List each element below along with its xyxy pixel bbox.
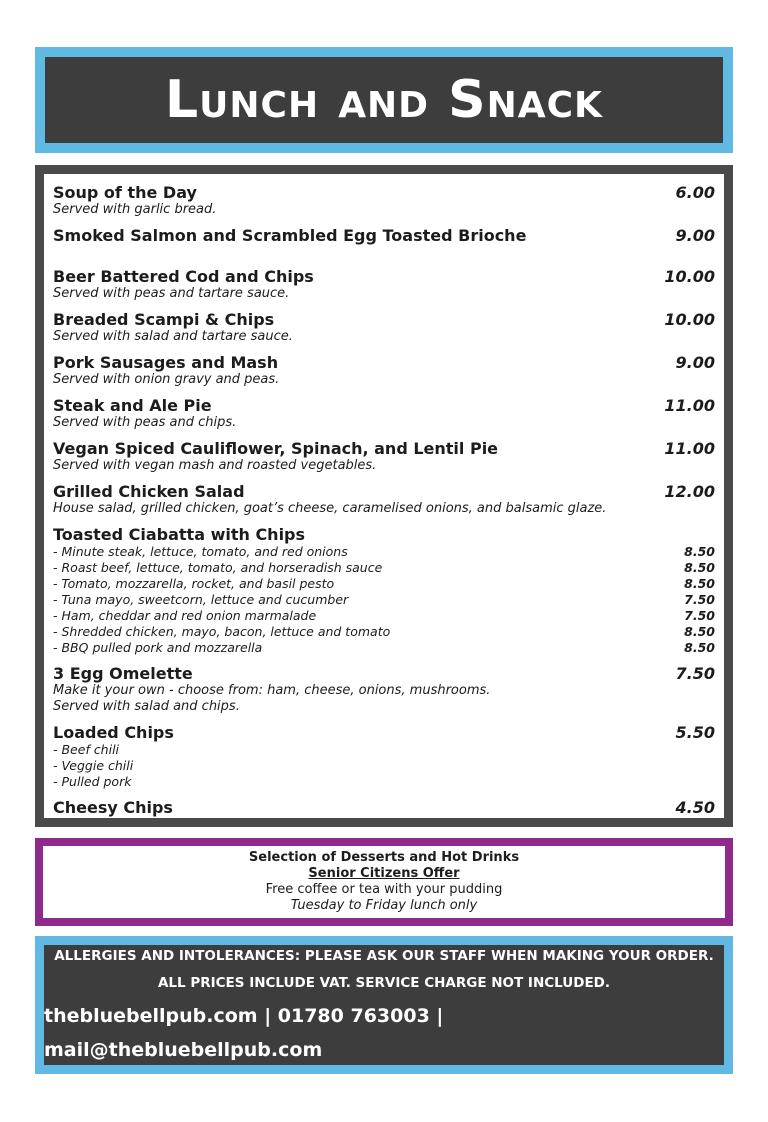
offer-subheading: Senior Citizens Offer bbox=[308, 866, 460, 881]
item-price: 12.00 bbox=[664, 482, 715, 501]
offer-panel bbox=[43, 846, 725, 918]
item-price: 6.00 bbox=[675, 183, 715, 202]
item-price: 10.00 bbox=[664, 267, 715, 286]
item-description: Served with salad and tartare sauce. bbox=[53, 329, 293, 344]
item-price: 9.00 bbox=[675, 353, 715, 372]
spacer bbox=[53, 245, 715, 259]
header-panel bbox=[45, 57, 723, 143]
item-price: 9.00 bbox=[675, 226, 715, 245]
sub-item-label: - Beef chili bbox=[53, 742, 120, 757]
sub-item-price: 8.50 bbox=[684, 576, 715, 591]
header-banner bbox=[35, 47, 733, 153]
menu-item-steak-and-ale-pie bbox=[53, 396, 715, 431]
item-name: Vegan Spiced Cauliflower, Spinach, and Lentil Pie bbox=[53, 439, 499, 458]
sub-item bbox=[53, 576, 715, 592]
menu-list bbox=[44, 174, 724, 818]
sub-item-label: - Tuna mayo, sweetcorn, lettuce and cucumber bbox=[53, 592, 349, 607]
item-name: Grilled Chicken Salad bbox=[53, 482, 245, 501]
offer-line: Free coffee or tea with your pudding bbox=[265, 882, 503, 897]
sub-item-price: 7.50 bbox=[684, 608, 715, 623]
item-name: Beer Battered Cod and Chips bbox=[53, 267, 314, 286]
sub-item-label: - Pulled pork bbox=[53, 774, 132, 789]
sub-item-price: 8.50 bbox=[684, 624, 715, 639]
item-price: 5.50 bbox=[675, 723, 715, 742]
menu-item-scampi bbox=[53, 310, 715, 345]
menu-item-omelette bbox=[53, 664, 715, 715]
item-name: Cheesy Chips bbox=[53, 798, 173, 817]
sub-item-label: - Ham, cheddar and red onion marmalade bbox=[53, 608, 317, 623]
sub-item bbox=[53, 640, 715, 656]
menu-item-soup bbox=[53, 183, 715, 218]
item-name: Pork Sausages and Mash bbox=[53, 353, 279, 372]
item-price: 7.50 bbox=[675, 664, 715, 683]
sub-item-price: 8.50 bbox=[684, 544, 715, 559]
menu-section bbox=[35, 165, 733, 827]
sub-item bbox=[53, 560, 715, 576]
item-name: Steak and Ale Pie bbox=[53, 396, 212, 415]
item-name: 3 Egg Omelette bbox=[53, 664, 193, 683]
sub-item-label: - Veggie chili bbox=[53, 758, 134, 773]
item-name: Toasted Ciabatta with Chips bbox=[53, 525, 306, 544]
menu-item-sausages-and-mash bbox=[53, 353, 715, 388]
sub-item-label: - BBQ pulled pork and mozzarella bbox=[53, 640, 263, 655]
item-description: Served with vegan mash and roasted vegetables. bbox=[53, 458, 377, 473]
contact-info: thebluebellpub.com | 01780 763003 | mail@thebluebellpub.com bbox=[44, 1005, 444, 1061]
item-description: Served with salad and chips. bbox=[53, 699, 240, 714]
item-price: 4.50 bbox=[675, 798, 715, 817]
page-title: Lunch and Snack bbox=[165, 70, 603, 130]
item-description: Served with onion gravy and peas. bbox=[53, 372, 280, 387]
sub-item-label: - Minute steak, lettuce, tomato, and red onions bbox=[53, 544, 348, 559]
sub-item bbox=[53, 758, 715, 774]
sub-item-price: 7.50 bbox=[684, 592, 715, 607]
offer-box bbox=[35, 838, 733, 926]
vat-notice: ALL PRICES INCLUDE VAT. SERVICE CHARGE NOT INCLUDED. bbox=[157, 975, 611, 991]
allergy-notice: ALLERGIES AND INTOLERANCES: PLEASE ASK OUR STAFF WHEN MAKING YOUR ORDER. bbox=[54, 948, 714, 964]
sub-item-label: - Tomato, mozzarella, rocket, and basil pesto bbox=[53, 576, 335, 591]
sub-item bbox=[53, 544, 715, 560]
menu-item-cod-and-chips bbox=[53, 267, 715, 302]
item-name: Smoked Salmon and Scrambled Egg Toasted Brioche bbox=[53, 226, 527, 245]
item-price: 11.00 bbox=[664, 396, 715, 415]
item-price: 10.00 bbox=[664, 310, 715, 329]
sub-item-label: - Shredded chicken, mayo, bacon, lettuce and tomato bbox=[53, 624, 391, 639]
menu-item-vegan-pie bbox=[53, 439, 715, 474]
offer-availability: Tuesday to Friday lunch only bbox=[290, 898, 478, 913]
sub-item bbox=[53, 742, 715, 758]
sub-item bbox=[53, 592, 715, 608]
menu-item-cheesy-chips bbox=[53, 798, 715, 817]
footer-panel bbox=[44, 945, 724, 1065]
sub-item bbox=[53, 624, 715, 640]
offer-heading: Selection of Desserts and Hot Drinks bbox=[248, 850, 520, 865]
menu-item-loaded-chips bbox=[53, 723, 715, 790]
item-name: Breaded Scampi & Chips bbox=[53, 310, 275, 329]
sub-item bbox=[53, 774, 715, 790]
item-description: House salad, grilled chicken, goat’s cheese, caramelised onions, and balsamic glaze. bbox=[53, 501, 607, 516]
item-name: Loaded Chips bbox=[53, 723, 174, 742]
item-description: Served with peas and chips. bbox=[53, 415, 237, 430]
sub-item bbox=[53, 608, 715, 624]
footer-banner bbox=[35, 936, 733, 1074]
item-description: Served with garlic bread. bbox=[53, 202, 217, 217]
item-description: Make it your own - choose from: ham, cheese, onions, mushrooms. bbox=[53, 683, 491, 698]
item-description: Served with peas and tartare sauce. bbox=[53, 286, 290, 301]
item-name: Soup of the Day bbox=[53, 183, 197, 202]
sub-item-price: 8.50 bbox=[684, 640, 715, 655]
sub-item-price: 8.50 bbox=[684, 560, 715, 575]
menu-item-ciabatta bbox=[53, 525, 715, 656]
item-price: 11.00 bbox=[664, 439, 715, 458]
sub-item-label: - Roast beef, lettuce, tomato, and horseradish sauce bbox=[53, 560, 383, 575]
menu-item-chicken-salad bbox=[53, 482, 715, 517]
menu-item-smoked-salmon bbox=[53, 226, 715, 259]
